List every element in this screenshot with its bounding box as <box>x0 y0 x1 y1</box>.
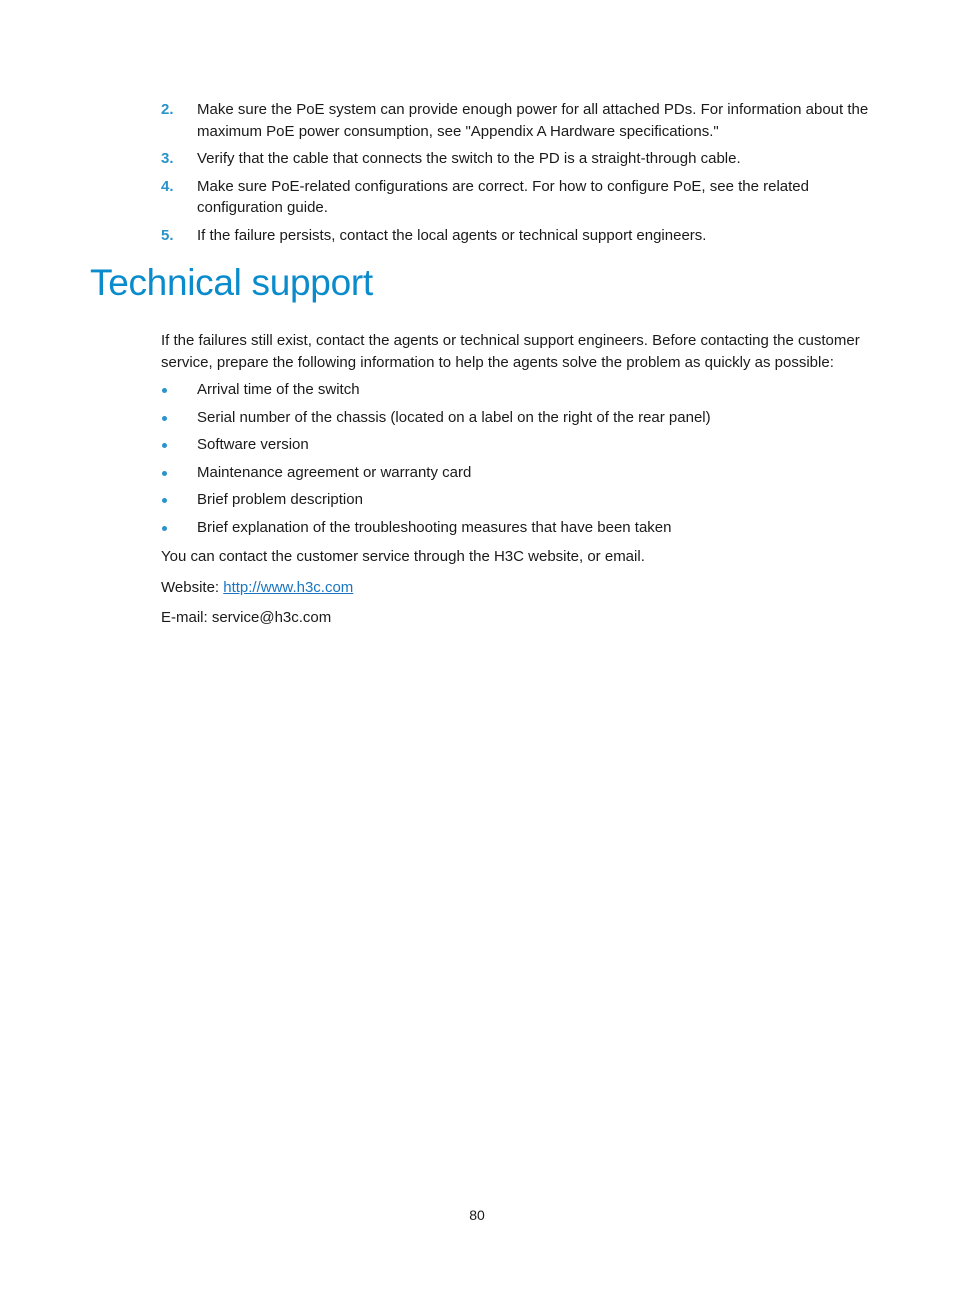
bullet-icon <box>162 388 167 393</box>
step-item <box>161 99 871 142</box>
intro-paragraph: If the failures still exist, contact the agents or technical support engineers. Before contacting the customer service, prepare the following information to help the agents solve the problem as quickly as possible: <box>161 332 860 371</box>
bullet-icon <box>162 498 167 503</box>
step-number: 3. <box>161 150 174 167</box>
list-item <box>161 517 871 539</box>
section-heading: Technical support <box>90 262 373 303</box>
bullet-icon <box>162 443 167 448</box>
step-number: 2. <box>161 101 174 118</box>
troubleshooting-steps-list <box>161 99 871 252</box>
website-label: Website: <box>161 578 224 596</box>
contact-line: You can contact the customer service through the H3C website, or email. <box>161 548 645 565</box>
list-item <box>161 407 871 429</box>
website-line <box>161 577 871 599</box>
list-item-text: Brief explanation of the troubleshooting measures that have been taken <box>197 518 672 536</box>
list-item-text: Maintenance agreement or warranty card <box>197 463 472 481</box>
required-info-list <box>161 379 871 538</box>
bullet-icon <box>162 526 167 531</box>
list-item <box>161 434 871 456</box>
website-link[interactable]: http://www.h3c.com <box>223 578 354 596</box>
step-text: Make sure PoE-related configurations are correct. For how to configure PoE, see the related configuration guide. <box>197 177 809 216</box>
list-item-text: Brief problem description <box>197 491 363 508</box>
step-item <box>161 148 871 170</box>
page-number: 80 <box>469 1207 485 1223</box>
section-body <box>161 330 871 638</box>
step-number: 5. <box>161 226 174 244</box>
bullet-icon <box>162 471 167 476</box>
step-number: 4. <box>161 177 174 195</box>
list-item-text: Serial number of the chassis (located on a label on the right of the rear panel) <box>197 408 711 426</box>
list-item <box>161 379 871 401</box>
step-text: Verify that the cable that connects the switch to the PD is a straight-through cable. <box>197 150 741 167</box>
list-item-text: Arrival time of the switch <box>197 381 360 398</box>
list-item <box>161 489 871 511</box>
step-text: If the failure persists, contact the local agents or technical support engineers. <box>197 226 707 244</box>
step-text: Make sure the PoE system can provide enough power for all attached PDs. For information about the maximum PoE power consumption, see "Appendix A Hardware specifications." <box>197 101 869 140</box>
step-item <box>161 225 871 247</box>
step-item <box>161 176 871 219</box>
bullet-icon <box>162 416 167 421</box>
list-item <box>161 462 871 484</box>
email-line: E-mail: service@h3c.com <box>161 609 332 626</box>
list-item-text: Software version <box>197 436 309 453</box>
